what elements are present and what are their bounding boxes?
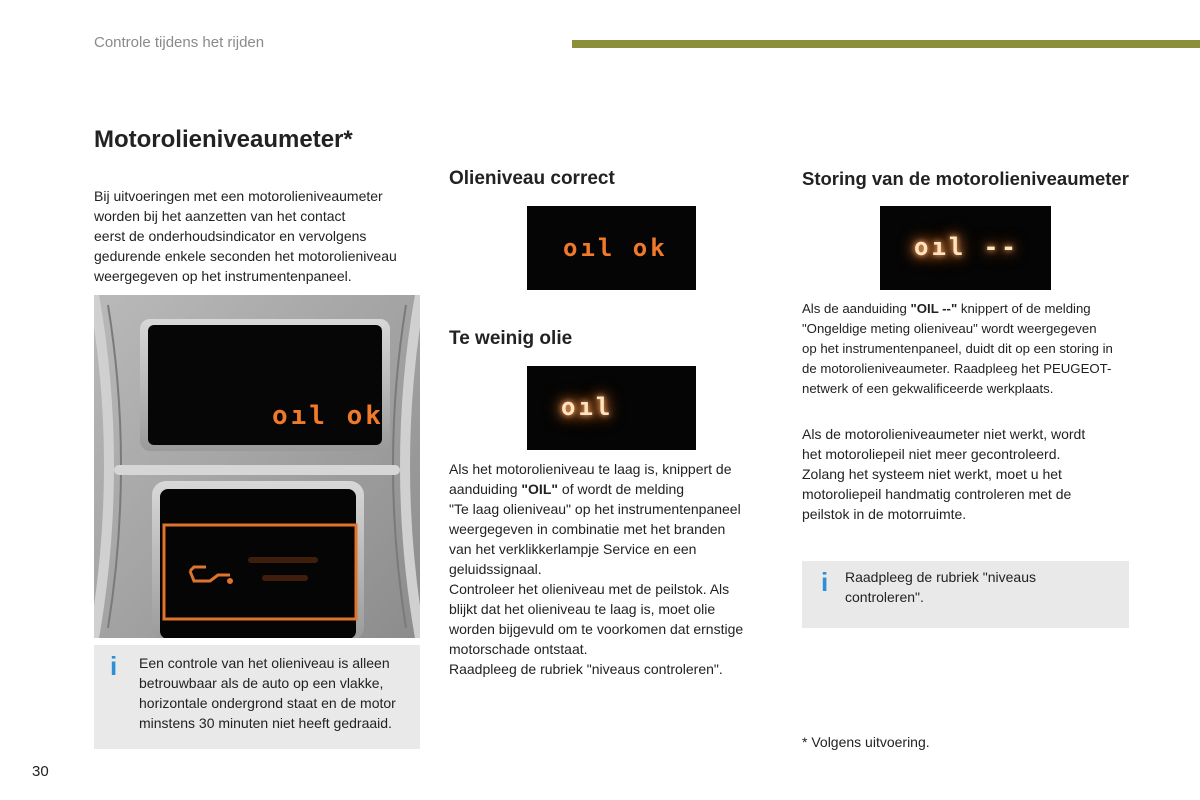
body-line: Als het motorolieniveau te laag is, knippert de [449, 461, 732, 477]
body-fragment: of wordt de melding [558, 481, 685, 497]
info-text [139, 653, 419, 733]
lcd-oil-fault [880, 206, 1051, 290]
instrument-panel-photo [94, 295, 420, 638]
heading-oil-level-correct: Olieniveau correct [449, 168, 615, 189]
body-fragment: aanduiding [449, 481, 522, 497]
info-line: Raadpleeg de rubriek "niveaus [845, 569, 1036, 585]
info-line: Een controle van het olieniveau is alleen [139, 655, 390, 671]
intro-line: gedurende enkele seconden het motorolieniveau [94, 248, 397, 264]
info-box-levels [802, 561, 1129, 628]
info-icon: i [821, 567, 829, 597]
heading-gauge-fault: Storing van de motorolieniveaumeter [802, 168, 1129, 189]
intro-line: eerst de onderhoudsindicator en vervolgens [94, 228, 367, 244]
body-line: "Ongeldige meting olieniveau" wordt weergegeven [802, 321, 1097, 336]
info-line: minstens 30 minuten niet heeft gedraaid. [139, 715, 392, 731]
info-line: betrouwbaar als de auto op een vlakke, [139, 675, 384, 691]
body-fragment: knippert of de melding [957, 301, 1091, 316]
lcd-oil-ok-text: oıl ok [563, 234, 668, 262]
intro-line: weergegeven op het instrumentenpaneel. [94, 268, 352, 284]
body-line: motorschade ontstaat. [449, 641, 588, 657]
oil-fault-keyword: "OIL --" [910, 301, 958, 316]
body-line: worden bijgevuld om te voorkomen dat ernstige [449, 621, 744, 637]
running-header: Controle tijdens het rijden [94, 34, 265, 51]
body-line: geluidssignaal. [449, 561, 542, 577]
body-line: Als de motorolieniveaumeter niet werkt, wordt [802, 426, 1086, 442]
body-line: "Te laag olieniveau" op het instrumentenpaneel [449, 501, 741, 517]
info-box-reliability [94, 645, 420, 749]
intro-line: worden bij het aanzetten van het contact [94, 208, 346, 224]
body-line: het motoroliepeil niet meer gecontroleerd. [802, 446, 1061, 462]
body-line: motoroliepeil handmatig controleren met de [802, 486, 1072, 502]
lcd-oil-low-text: oıl [561, 393, 614, 421]
body-line: Zolang het systeem niet werkt, moet u het [802, 466, 1062, 482]
body-line [802, 299, 1142, 319]
body-line: peilstok in de motorruimte. [802, 506, 967, 522]
body-line: de motorolieniveaumeter. Raadpleeg het PEUGEOT- [802, 361, 1112, 376]
fault-paragraph [802, 299, 1142, 399]
oil-keyword: "OIL" [521, 481, 559, 497]
intro-line: Bij uitvoeringen met een motorolieniveaumeter [94, 188, 383, 204]
panel-lcd-text: oıl ok [272, 401, 384, 431]
instrument-panel-illustration [94, 295, 420, 638]
low-oil-paragraph [449, 459, 779, 679]
body-line: Controleer het olieniveau met de peilstok. Als [449, 581, 730, 597]
footnote: * Volgens uitvoering. [802, 734, 930, 750]
header-accent-bar [572, 40, 1200, 48]
info-line: horizontale ondergrond staat en de motor [139, 695, 396, 711]
page-title: Motorolieniveaumeter* [94, 126, 353, 153]
body-line: van het verklikkerlampje Service en een [449, 541, 697, 557]
info-line: controleren". [845, 589, 924, 605]
info-icon: i [110, 651, 118, 681]
lcd-oil-fault-text: oıl -- [914, 233, 1019, 261]
body-line: netwerk of een gekwalificeerde werkplaats. [802, 381, 1054, 396]
body-line: weergegeven in combinatie met het branden [449, 521, 726, 537]
lcd-oil-low [527, 366, 696, 450]
not-working-paragraph [802, 424, 1142, 524]
body-line: op het instrumentenpaneel, duidt dit op een storing in [802, 341, 1113, 356]
body-fragment: Als de aanduiding [802, 301, 911, 316]
info-text [845, 567, 1115, 607]
body-line: Raadpleeg de rubriek "niveaus controleren". [449, 661, 723, 677]
intro-paragraph [94, 186, 424, 286]
lcd-oil-ok [527, 206, 696, 290]
heading-too-little-oil: Te weinig olie [449, 328, 573, 349]
body-line [449, 479, 779, 499]
page-number: 30 [32, 763, 49, 780]
body-line: blijkt dat het olieniveau te laag is, moet olie [449, 601, 716, 617]
